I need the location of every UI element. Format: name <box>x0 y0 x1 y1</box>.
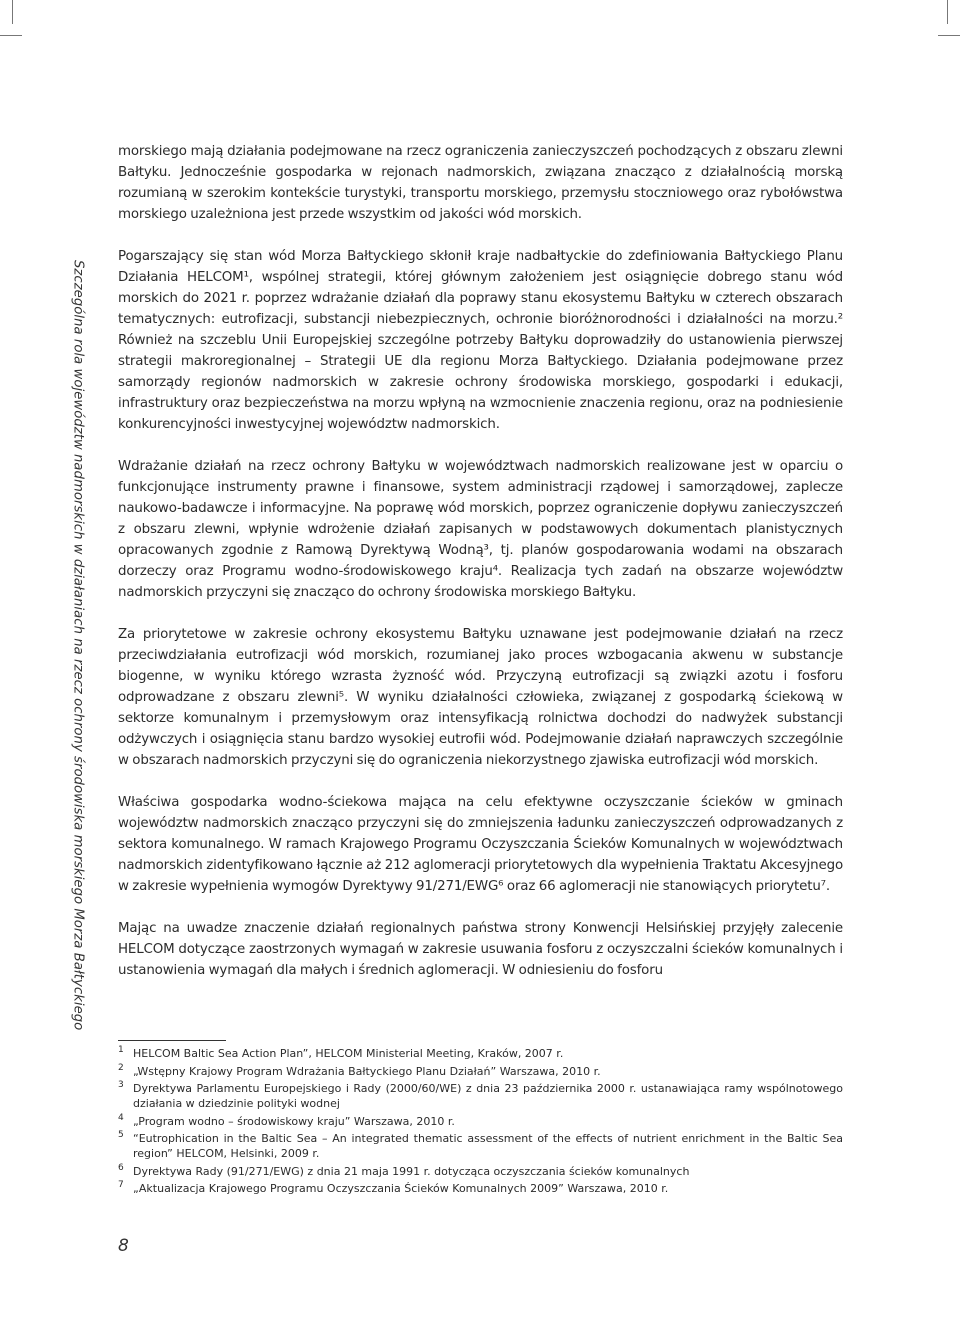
footnote-4 <box>118 1114 843 1129</box>
side-title-text: Szczególna rola województw nadmorskich w działaniach na rzecz ochrony środowiska morskiego Morza Bałtyckiego <box>70 259 86 1031</box>
running-side-title <box>66 250 90 1040</box>
footnote-text: HELCOM Baltic Sea Action Plan”, HELCOM Ministerial Meeting, Kraków, 2007 r. <box>133 1047 564 1060</box>
footnotes <box>118 1040 843 1199</box>
footnote-3 <box>118 1081 843 1111</box>
page-number: 8 <box>118 1236 129 1256</box>
footnote-text: Dyrektywa Rady (91/271/EWG) z dnia 21 maja 1991 r. dotycząca oczyszczania ścieków komunalnych <box>133 1164 690 1178</box>
footnote-6 <box>118 1164 843 1179</box>
paragraph-3: Wdrażanie działań na rzecz ochrony Bałtyku w województwach nadmorskich realizowane jest w oparciu o funkcjonujące instrumenty prawne i finansowe, system administracji rządowej i samorządowej, zaplecze naukowo-badawcze i informacyjne. Na poprawę wód morskich, poprzez ograniczenie dopływu zanieczyszczeń z obszaru zlewni, wpłynie wdrożenie działań zapisanych w podstawowych dokumentach planistycznych opracowanych zgodnie z Ramową Dyrektywą Wodną³, tj. planów gospodarowania wodami na obszarach dorzeczy oraz Programu wodno-środowiskowego kraju⁴. Realizacja tych zadań na obszarze województw nadmorskich przyczyni się znacząco do ochrony środowiska morskiego Bałtyku. <box>118 459 843 600</box>
footnote-text: Dyrektywa Parlamentu Europejskiego i Rady (2000/60/WE) z dnia 23 października 2000 r. ustanawiająca ramy wspólnotowego działania w dziedzinie polityki wodnej <box>133 1082 843 1110</box>
paragraph-1: morskiego mają działania podejmowane na rzecz ograniczenia zanieczyszczeń pochodzących z obszaru zlewni Bałtyku. Jednocześnie gospodarka w rejonach nadmorskich, związana znacząco z działalnością morską rozumianą w szerokim kontekście turystyki, transportu morskiego, przemysłu stoczniowego oraz rybołówstwa morskiego uzależniona jest przede wszystkim od jakości wód morskich. <box>118 144 843 222</box>
footnote-5 <box>118 1131 843 1161</box>
footnote-number: 7 <box>118 1180 124 1190</box>
paragraph-5: Właściwa gospodarka wodno-ściekowa mająca na celu efektywne oczyszczanie ścieków w gminach województw nadmorskich znacząco przyczyni się do zmniejszenia ładunku zanieczyszczeń odprowadzanych z sektora komunalnego. W ramach Krajowego Programu Oczyszczania Ścieków Komunalnych w województwach nadmorskich zidentyfikowano łącznie aż 212 aglomeracji priorytetowych dla wypełnienia Traktatu Akcesyjnego w zakresie wypełnienia wymogów Dyrektywy 91/271/EWG⁶ oraz 66 aglomeracji nie stanowiących priorytetu⁷. <box>118 795 843 894</box>
paragraph-6: Mając na uwadze znaczenie działań regionalnych państwa strony Konwencji Helsińskiej przyjęły zalecenie HELCOM dotyczące zaostrzonych wymagań w zakresie usuwania fosforu z oczyszczalni ścieków komunalnych i ustanowienia wymagań dla małych i średnich aglomeracji. W odniesieniu do fosforu <box>118 921 843 978</box>
footnote-1 <box>118 1046 843 1061</box>
crop-mark-top-left-vertical <box>12 0 13 24</box>
footnote-number: 1 <box>118 1045 124 1055</box>
footnote-number: 6 <box>118 1162 124 1173</box>
footnote-number: 3 <box>118 1080 124 1090</box>
footnote-number: 5 <box>118 1130 124 1140</box>
footnote-7 <box>118 1181 843 1196</box>
body-text <box>118 141 843 1002</box>
footnote-text: „Aktualizacja Krajowego Programu Oczyszczania Ścieków Komunalnych 2009” Warszawa, 2010 r. <box>133 1182 669 1195</box>
crop-mark-top-right-horizontal <box>938 35 960 36</box>
crop-mark-top-right-vertical <box>947 0 948 24</box>
footnote-text: „Program wodno – środowiskowy kraju” Warszawa, 2010 r. <box>133 1114 455 1128</box>
paragraph-2: Pogarszający się stan wód Morza Bałtyckiego skłonił kraje nadbałtyckie do zdefiniowania Bałtyckiego Planu Działania HELCOM¹, wspólnej strategii, której głównym założeniem jest osiągnięcie dobrego stanu wód morskich do 2021 r. poprzez wdrażanie działań dla poprawy stanu ekosystemu Bałtyku w czterech obszarach tematycznych: eutrofizacji, substancji niebezpiecznych, ochronie bioróżnorodności i działalności na morzu.² Również na szczeblu Unii Europejskiej szczególne potrzeby Bałtyku doprowadziły do ustanowienia pierwszej strategii makroregionalnej – Strategii UE dla regionu Morza Bałtyckiego. Działania podejmowane przez samorządy regionów nadmorskich w zakresie ochrony środowiska morskiego, gospodarki i edukacji, infrastruktury oraz bezpieczeństwa na morzu wpłyną na wzmocnienie znaczenia regionu, oraz na podniesienie konkurencyjności inwestycyjnej województw nadmorskich. <box>118 249 843 432</box>
crop-mark-top-left-horizontal <box>0 35 22 36</box>
footnote-rule <box>118 1040 226 1041</box>
footnote-number: 4 <box>118 1112 124 1123</box>
footnote-text: „Wstępny Krajowy Program Wdrażania Bałtyckiego Planu Działań” Warszawa, 2010 r. <box>133 1064 601 1078</box>
paragraph-4: Za priorytetowe w zakresie ochrony ekosystemu Bałtyku uznawane jest podejmowanie działań na rzecz przeciwdziałania eutrofizacji wód morskich, rozumianej jako proces wzbogacania akwenu w substancje biogenne, w wyniku którego wzrasta żyzność wód. Przyczyną eutrofizacji są związki azotu i fosforu odprowadzane z obszaru zlewni⁵. W wyniku działalności człowieka, związanej z gospodarką ściekową w sektorze komunalnym i przemysłowym oraz intensyfikacją rolnictwa dochodzi do nadwyżek substancji odżywczych i osiągnięcia stanu bardzo wysokiej eutrofii wód. Podejmowanie działań naprawczych szczególnie w obszarach nadmorskich przyczyni się do ograniczenia niekorzystnego zjawiska eutrofizacji wód morskich. <box>118 627 843 768</box>
footnote-text: “Eutrophication in the Baltic Sea – An integrated thematic assessment of the effects of nutrient enrichment in the Baltic Sea region” HELCOM, Helsinki, 2009 r. <box>133 1132 843 1160</box>
footnote-number: 2 <box>118 1062 124 1073</box>
footnote-2 <box>118 1064 843 1079</box>
